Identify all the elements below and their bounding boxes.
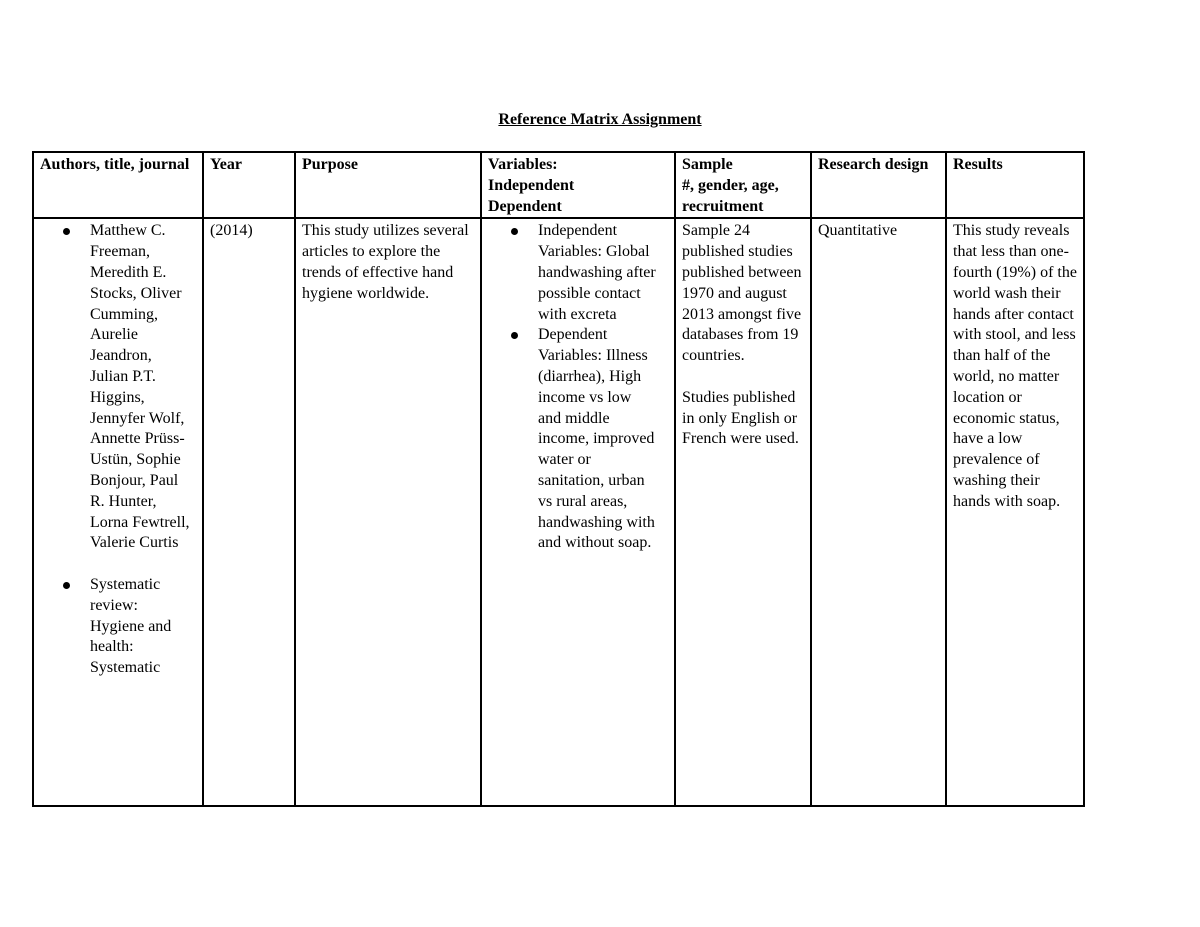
table-row — [33, 218, 1084, 806]
header-variables-line3: Dependent — [488, 197, 562, 215]
reference-matrix-table — [32, 151, 1085, 807]
cell-research-design: Quantitative — [811, 218, 946, 806]
sample-paragraph-2: Studies published in only English or French were used. — [682, 388, 799, 448]
header-row — [33, 152, 1084, 218]
list-item-dependent: Dependent Variables: Illness (diarrhea), High income vs low and middle income, improved water or sanitation, urban vs rural areas, handwashing with and without soap. — [482, 325, 668, 554]
cell-purpose: This study utilizes several articles to explore the trends of effective hand hygiene worldwide. — [295, 218, 481, 806]
variables-list — [482, 221, 668, 554]
header-variables — [481, 152, 675, 218]
header-purpose: Purpose — [295, 152, 481, 218]
header-variables-line1: Variables: — [488, 156, 558, 173]
cell-variables — [481, 218, 675, 806]
list-item-independent: Independent Variables: Global handwashing after possible contact with excreta — [482, 221, 668, 325]
header-sample — [675, 152, 811, 218]
header-sample-line1: Sample — [682, 156, 733, 173]
document-title: Reference Matrix Assignment — [498, 111, 702, 128]
cell-sample — [675, 218, 811, 806]
header-year: Year — [203, 152, 295, 218]
cell-year: (2014) — [203, 218, 295, 806]
header-research-design: Research design — [811, 152, 946, 218]
sample-paragraph-1: Sample 24 published studies published between 1970 and august 2013 amongst five databases from 19 countries. — [682, 222, 802, 365]
cell-authors — [33, 218, 203, 806]
header-authors: Authors, title, journal — [33, 152, 203, 218]
header-results: Results — [946, 152, 1084, 218]
header-sample-line2: #, gender, age, recruitment — [682, 176, 779, 215]
list-item-authors: Matthew C. Freeman, Meredith E. Stocks, Oliver Cumming, Aurelie Jeandron, Julian P.T. Higgins, Jennyfer Wolf, Annette Prüss-Ustün, Sophie Bonjour, Paul R. Hunter, Lorna Fewtrell, Valerie Curtis — [34, 221, 196, 554]
authors-list — [34, 221, 196, 679]
cell-results: This study reveals that less than one-fourth (19%) of the world wash their hands after contact with stool, and less than half of the world, no matter location or economic status, have a low prevalence of washing their hands with soap. — [946, 218, 1084, 806]
list-item-title: Systematic review: Hygiene and health: Systematic — [34, 575, 196, 679]
header-variables-line2: Independent — [488, 176, 575, 194]
